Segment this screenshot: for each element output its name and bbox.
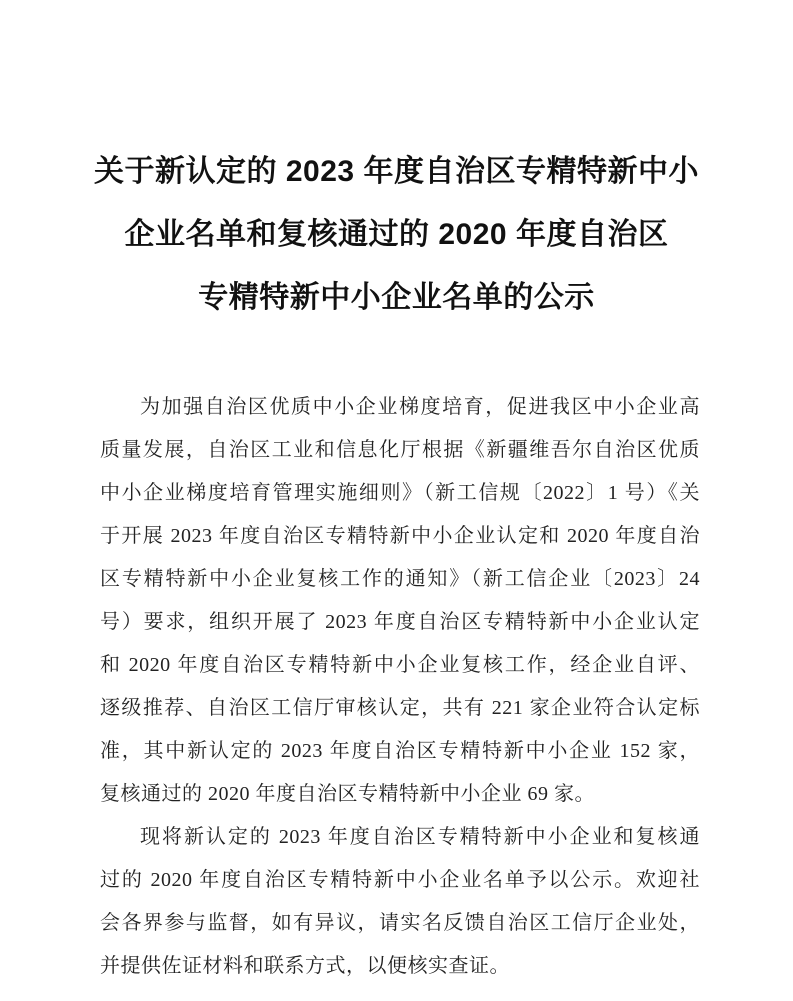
body-line: 会各界参与监督，如有异议，请实名反馈自治区工信厅企业处， bbox=[100, 912, 700, 934]
body-line: 于开展 2023 年度自治区专精特新中小企业认定和 2020 年度自治 bbox=[100, 525, 700, 547]
paragraph-2 bbox=[100, 816, 700, 988]
title-line-2: 企业名单和复核通过的 2020 年度自治区 bbox=[124, 218, 669, 251]
title-line-3: 专精特新中小企业名单的公示 bbox=[198, 281, 595, 314]
body-line: 号）要求，组织开展了 2023 年度自治区专精特新中小企业认定 bbox=[100, 611, 700, 633]
body-line: 并提供佐证材料和联系方式，以便核实查证。 bbox=[100, 955, 510, 977]
document-body bbox=[100, 386, 700, 988]
paragraph-1 bbox=[100, 386, 700, 816]
body-line: 准，其中新认定的 2023 年度自治区专精特新中小企业 152 家， bbox=[100, 740, 700, 762]
body-line: 过的 2020 年度自治区专精特新中小企业名单予以公示。欢迎社 bbox=[100, 869, 700, 891]
body-line: 复核通过的 2020 年度自治区专精特新中小企业 69 家。 bbox=[100, 783, 595, 805]
title-line-1: 关于新认定的 2023 年度自治区专精特新中小 bbox=[94, 155, 699, 188]
body-line: 和 2020 年度自治区专精特新中小企业复核工作，经企业自评、 bbox=[100, 654, 700, 676]
body-line: 逐级推荐、自治区工信厅审核认定，共有 221 家企业符合认定标 bbox=[100, 697, 700, 719]
body-line: 中小企业梯度培育管理实施细则》（新工信规〔2022〕1 号）《关 bbox=[100, 482, 700, 504]
body-line: 质量发展，自治区工业和信息化厅根据《新疆维吾尔自治区优质 bbox=[100, 439, 700, 461]
document-title bbox=[60, 140, 733, 329]
body-line: 为加强自治区优质中小企业梯度培育，促进我区中小企业高 bbox=[140, 396, 700, 418]
body-line: 现将新认定的 2023 年度自治区专精特新中小企业和复核通 bbox=[140, 826, 700, 848]
body-line: 区专精特新中小企业复核工作的通知》（新工信企业〔2023〕24 bbox=[100, 568, 700, 590]
